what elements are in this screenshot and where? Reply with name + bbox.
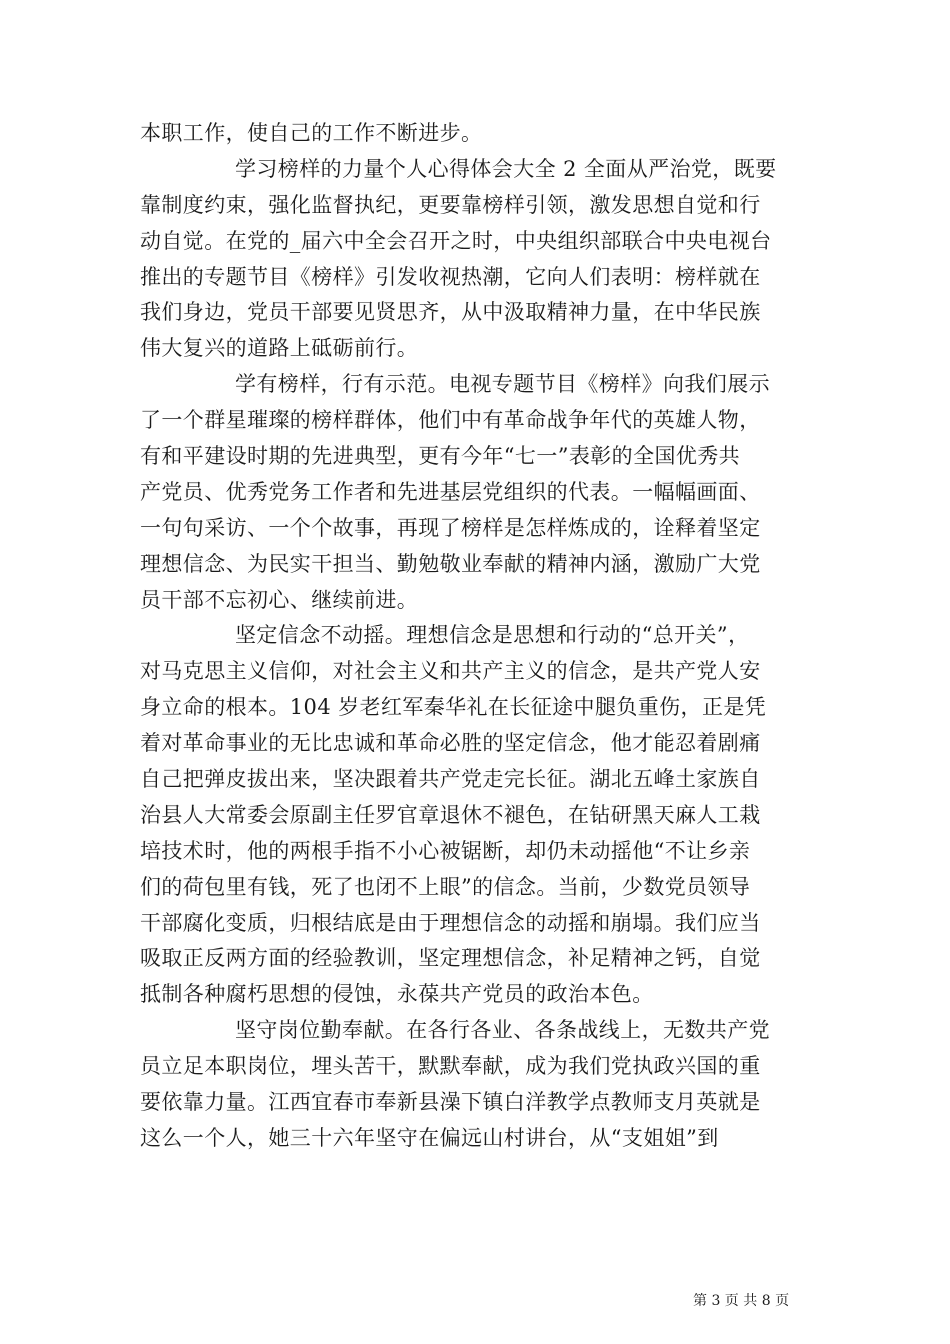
text-line: 产党员、优秀党务工作者和先进基层党组织的代表。一幅幅画面、 bbox=[140, 479, 761, 504]
text-line: 了一个群星璀璨的榜样群体，他们中有革命战争年代的英雄人物， bbox=[140, 408, 761, 433]
text-line: 推出的专题节目《榜样》引发收视热潮，它向人们表明：榜样就在 bbox=[140, 264, 761, 289]
text-line: 动自觉。在党的_届六中全会召开之时，中央组织部联合中央电视台 bbox=[140, 228, 772, 253]
page-number-footer: 第 3 页 共 8 页 bbox=[693, 1293, 790, 1309]
text-line: 培技术时，他的两根手指不小心被锯断，却仍未动摇他“不让乡亲 bbox=[140, 838, 751, 863]
text-line: 员立足本职岗位，埋头苦干，默默奉献，成为我们党执政兴国的重 bbox=[140, 1054, 761, 1079]
paragraph-start-line: 坚守岗位勤奉献。在各行各业、各条战线上，无数共产党 bbox=[235, 1018, 770, 1043]
text-line: 有和平建设时期的先进典型，更有今年“七一”表彰的全国优秀共 bbox=[140, 444, 741, 469]
text-line: 要依靠力量。江西宜春市奉新县澡下镇白洋教学点教师支月英就是 bbox=[140, 1090, 761, 1115]
text-line: 对马克思主义信仰，对社会主义和共产主义的信念，是共产党人安 bbox=[140, 659, 761, 684]
text-line: 一句句采访、一个个故事，再现了榜样是怎样炼成的，诠释着坚定 bbox=[140, 515, 761, 540]
text-line: 们的荷包里有钱，死了也闭不上眼”的信念。当前，少数党员领导 bbox=[140, 874, 751, 899]
text-line: 靠制度约束，强化监督执纪，更要靠榜样引领，激发思想自觉和行 bbox=[140, 192, 761, 217]
text-line: 干部腐化变质，归根结底是由于理想信念的动摇和崩塌。我们应当 bbox=[140, 910, 761, 935]
text-line: 自己把弹皮拔出来，坚决跟着共产党走完长征。湖北五峰土家族自 bbox=[140, 767, 761, 792]
paragraph-start-line: 学有榜样，行有示范。电视专题节目《榜样》向我们展示 bbox=[235, 372, 770, 397]
text-line: 着对革命事业的无比忠诚和革命必胜的坚定信念，他才能忍着剧痛 bbox=[140, 731, 761, 756]
text-line: 吸取正反两方面的经验教训，坚定理想信念，补足精神之钙，自觉 bbox=[140, 946, 761, 971]
text-line: 我们身边，党员干部要见贤思齐，从中汲取精神力量，在中华民族 bbox=[140, 300, 761, 325]
text-line: 伟大复兴的道路上砥砺前行。 bbox=[140, 336, 419, 361]
paragraph-start-line: 坚定信念不动摇。理想信念是思想和行动的“总开关”， bbox=[235, 623, 750, 648]
text-line: 理想信念、为民实干担当、勤勉敬业奉献的精神内涵，激励广大党 bbox=[140, 551, 761, 576]
text-line: 抵制各种腐朽思想的侵蚀，永葆共产党员的政治本色。 bbox=[140, 982, 654, 1007]
text-line: 这么一个人，她三十六年坚守在偏远山村讲台，从“支姐姐”到 bbox=[140, 1125, 719, 1150]
text-line: 本职工作，使自己的工作不断进步。 bbox=[140, 121, 483, 145]
text-line: 治县人大常委会原副主任罗官章退休不褪色，在钻研黑天麻人工栽 bbox=[140, 802, 761, 827]
text-line: 身立命的根本。104 岁老红军秦华礼在长征途中腿负重伤，正是凭 bbox=[140, 695, 767, 720]
document-body bbox=[140, 116, 810, 1157]
paragraph-start-line: 学习榜样的力量个人心得体会大全 2 全面从严治党，既要 bbox=[235, 156, 777, 181]
text-line: 员干部不忘初心、继续前进。 bbox=[140, 587, 419, 612]
